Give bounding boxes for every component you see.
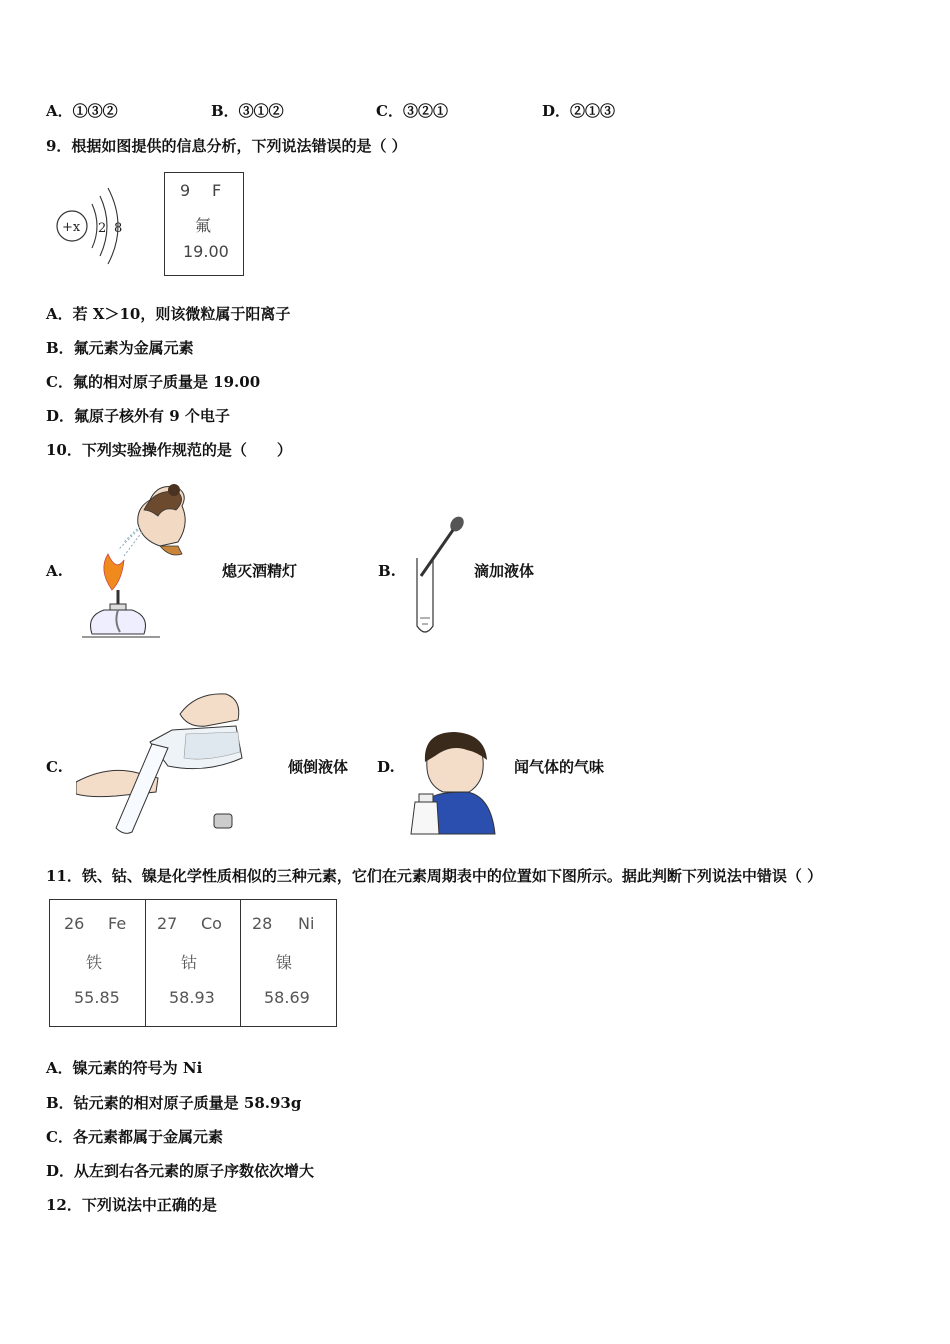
atom-structure-diagram [50,182,140,272]
element-mass: 58.93 [169,988,215,1007]
element-cell-ni [240,900,335,1026]
q9-option-c: C．氟的相对原子质量是 19.00 [46,373,261,391]
smelling-gas-illustration [407,730,502,840]
q10-option-a-letter: A. [46,562,63,580]
q12-stem: 12．下列说法中正确的是 [46,1196,217,1214]
element-cell-co [145,900,241,1026]
q9-stem: 9．根据如图提供的信息分析，下列说法错误的是（ ） [46,137,407,155]
element-symbol: Fe [108,914,127,933]
shell1-electrons: 2 [98,221,107,236]
q11-option-d: D．从左到右各元素的原子序数依次增大 [46,1162,315,1180]
q10-option-a-caption: 熄灭酒精灯 [222,562,298,580]
dropper-test-tube-illustration [405,512,470,640]
element-mass: 55.85 [74,988,120,1007]
q9-option-a: A．若 X＞10，则该微粒属于阳离子 [46,305,291,323]
q8-option-c: C．③②① [376,102,448,120]
element-cell-fe [50,900,146,1026]
q10-option-d-letter: D. [377,758,395,776]
element-symbol: Ni [298,914,315,933]
element-symbol: Co [201,914,222,933]
tile-atomic-number: 9 [180,181,191,200]
q9-option-b: B．氟元素为金属元素 [46,339,194,357]
q8-option-b: B．③①② [211,102,284,120]
q10-option-c-caption: 倾倒液体 [288,758,349,776]
q11-option-a: A．镍元素的符号为 Ni [46,1059,203,1077]
pouring-liquid-illustration [76,686,246,838]
q10-option-b-letter: B. [378,562,396,580]
q8-option-a: A．①③② [46,102,118,120]
q10-option-c-letter: C. [46,758,63,776]
blow-out-lamp-illustration [78,480,193,642]
periodic-table-excerpt [49,899,337,1027]
atom-nucleus-label: +x [62,220,81,235]
tile-mass: 19.00 [183,242,229,261]
shell2-electrons: 8 [114,221,123,236]
fluorine-element-tile [164,172,244,276]
q10-option-b-caption: 滴加液体 [474,562,535,580]
element-mass: 58.69 [264,988,310,1007]
q11-option-b: B．钴元素的相对原子质量是 58.93g [46,1094,302,1112]
element-number: 26 [64,914,85,933]
tile-name: 氟 [195,216,212,235]
q8-option-d: D．②①③ [542,102,616,120]
element-name: 铁 [86,953,103,972]
element-name: 钴 [181,953,198,972]
q11-option-c: C．各元素都属于金属元素 [46,1128,223,1146]
element-number: 27 [157,914,178,933]
q9-option-d: D．氟原子核外有 9 个电子 [46,407,230,425]
q11-stem: 11．铁、钴、镍是化学性质相似的三种元素，它们在元素周期表中的位置如下图所示。据此判断下列说法中错误（ ） [46,867,823,885]
tile-symbol: F [212,181,222,200]
element-number: 28 [252,914,273,933]
q10-stem: 10．下列实验操作规范的是（ ） [46,441,292,459]
element-name: 镍 [276,953,293,972]
q10-option-d-caption: 闻气体的气味 [514,758,605,776]
